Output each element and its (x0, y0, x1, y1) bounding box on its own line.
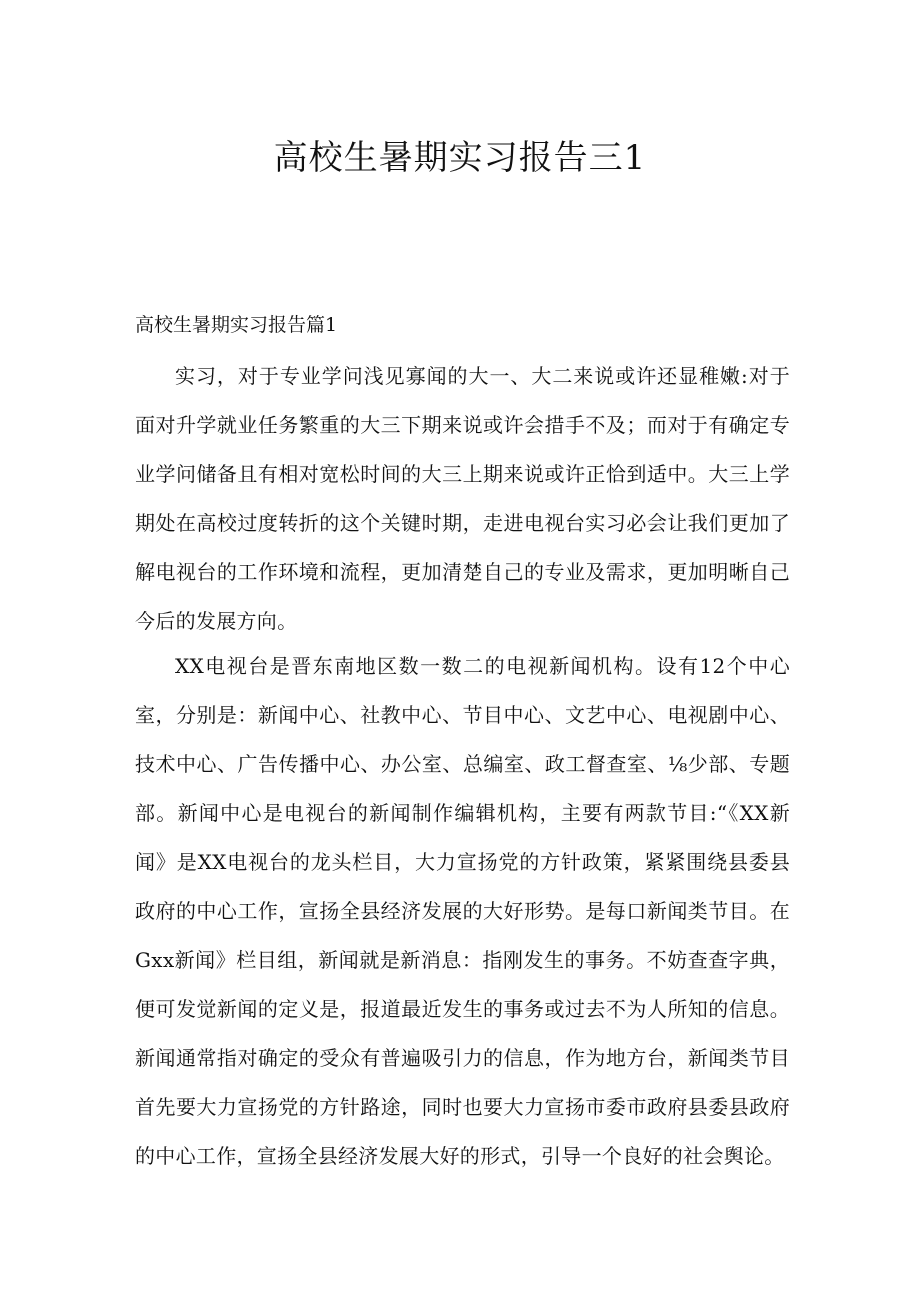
document-title: 高校生暑期实习报告三1 (273, 138, 647, 178)
paragraph-tv-station: XX电视台是晋东南地区数一数二的电视新闻机构。设有12个中心室，分别是：新闻中心、社教中心、节目中心、文艺中心、电视剧中心、技术中心、广告传播中心、办公室、总编室、政工督查室、⅛少部、专题部。新闻中心是电视台的新闻制作编辑机构，主要有两款节目:“《XX新闻》是XX电视台的龙头栏目，大力宣扬党的方针政策，紧紧围绕县委县政府的中心工作，宣扬全县经济发展的大好形势。是每口新闻类节目。在Gxx新闻》栏目组，新闻就是新消息：指刚发生的事务。不妨查查字典，便可发觉新闻的定义是，报道最近发生的事务或过去不为人所知的信息。新闻通常指对确定的受众有普遍吸引力的信息，作为地方台，新闻类节目首先要大力宣扬党的方针路途，同时也要大力宣扬市委市政府县委县政府的中心工作，宣扬全县经济发展大好的形式，引导一个良好的社会舆论。 (135, 654, 790, 1168)
section-heading: 高校生暑期实习报告篇1 (135, 314, 338, 336)
paragraph-internship-intro: 实习，对于专业学问浅见寡闻的大一、大二来说或许还显稚嫩:对于面对升学就业任务繁重的大三下期来说或许会措手不及；而对于有确定专业学问储备且有相对宽松时间的大三上期来说或许正恰到适中。大三上学期处在高校过度转折的这个关键时期，走进电视台实习必会让我们更加了解电视台的工作环境和流程，更加清楚自己的专业及需求，更加明晰自己今后的发展方向。 (135, 364, 790, 633)
